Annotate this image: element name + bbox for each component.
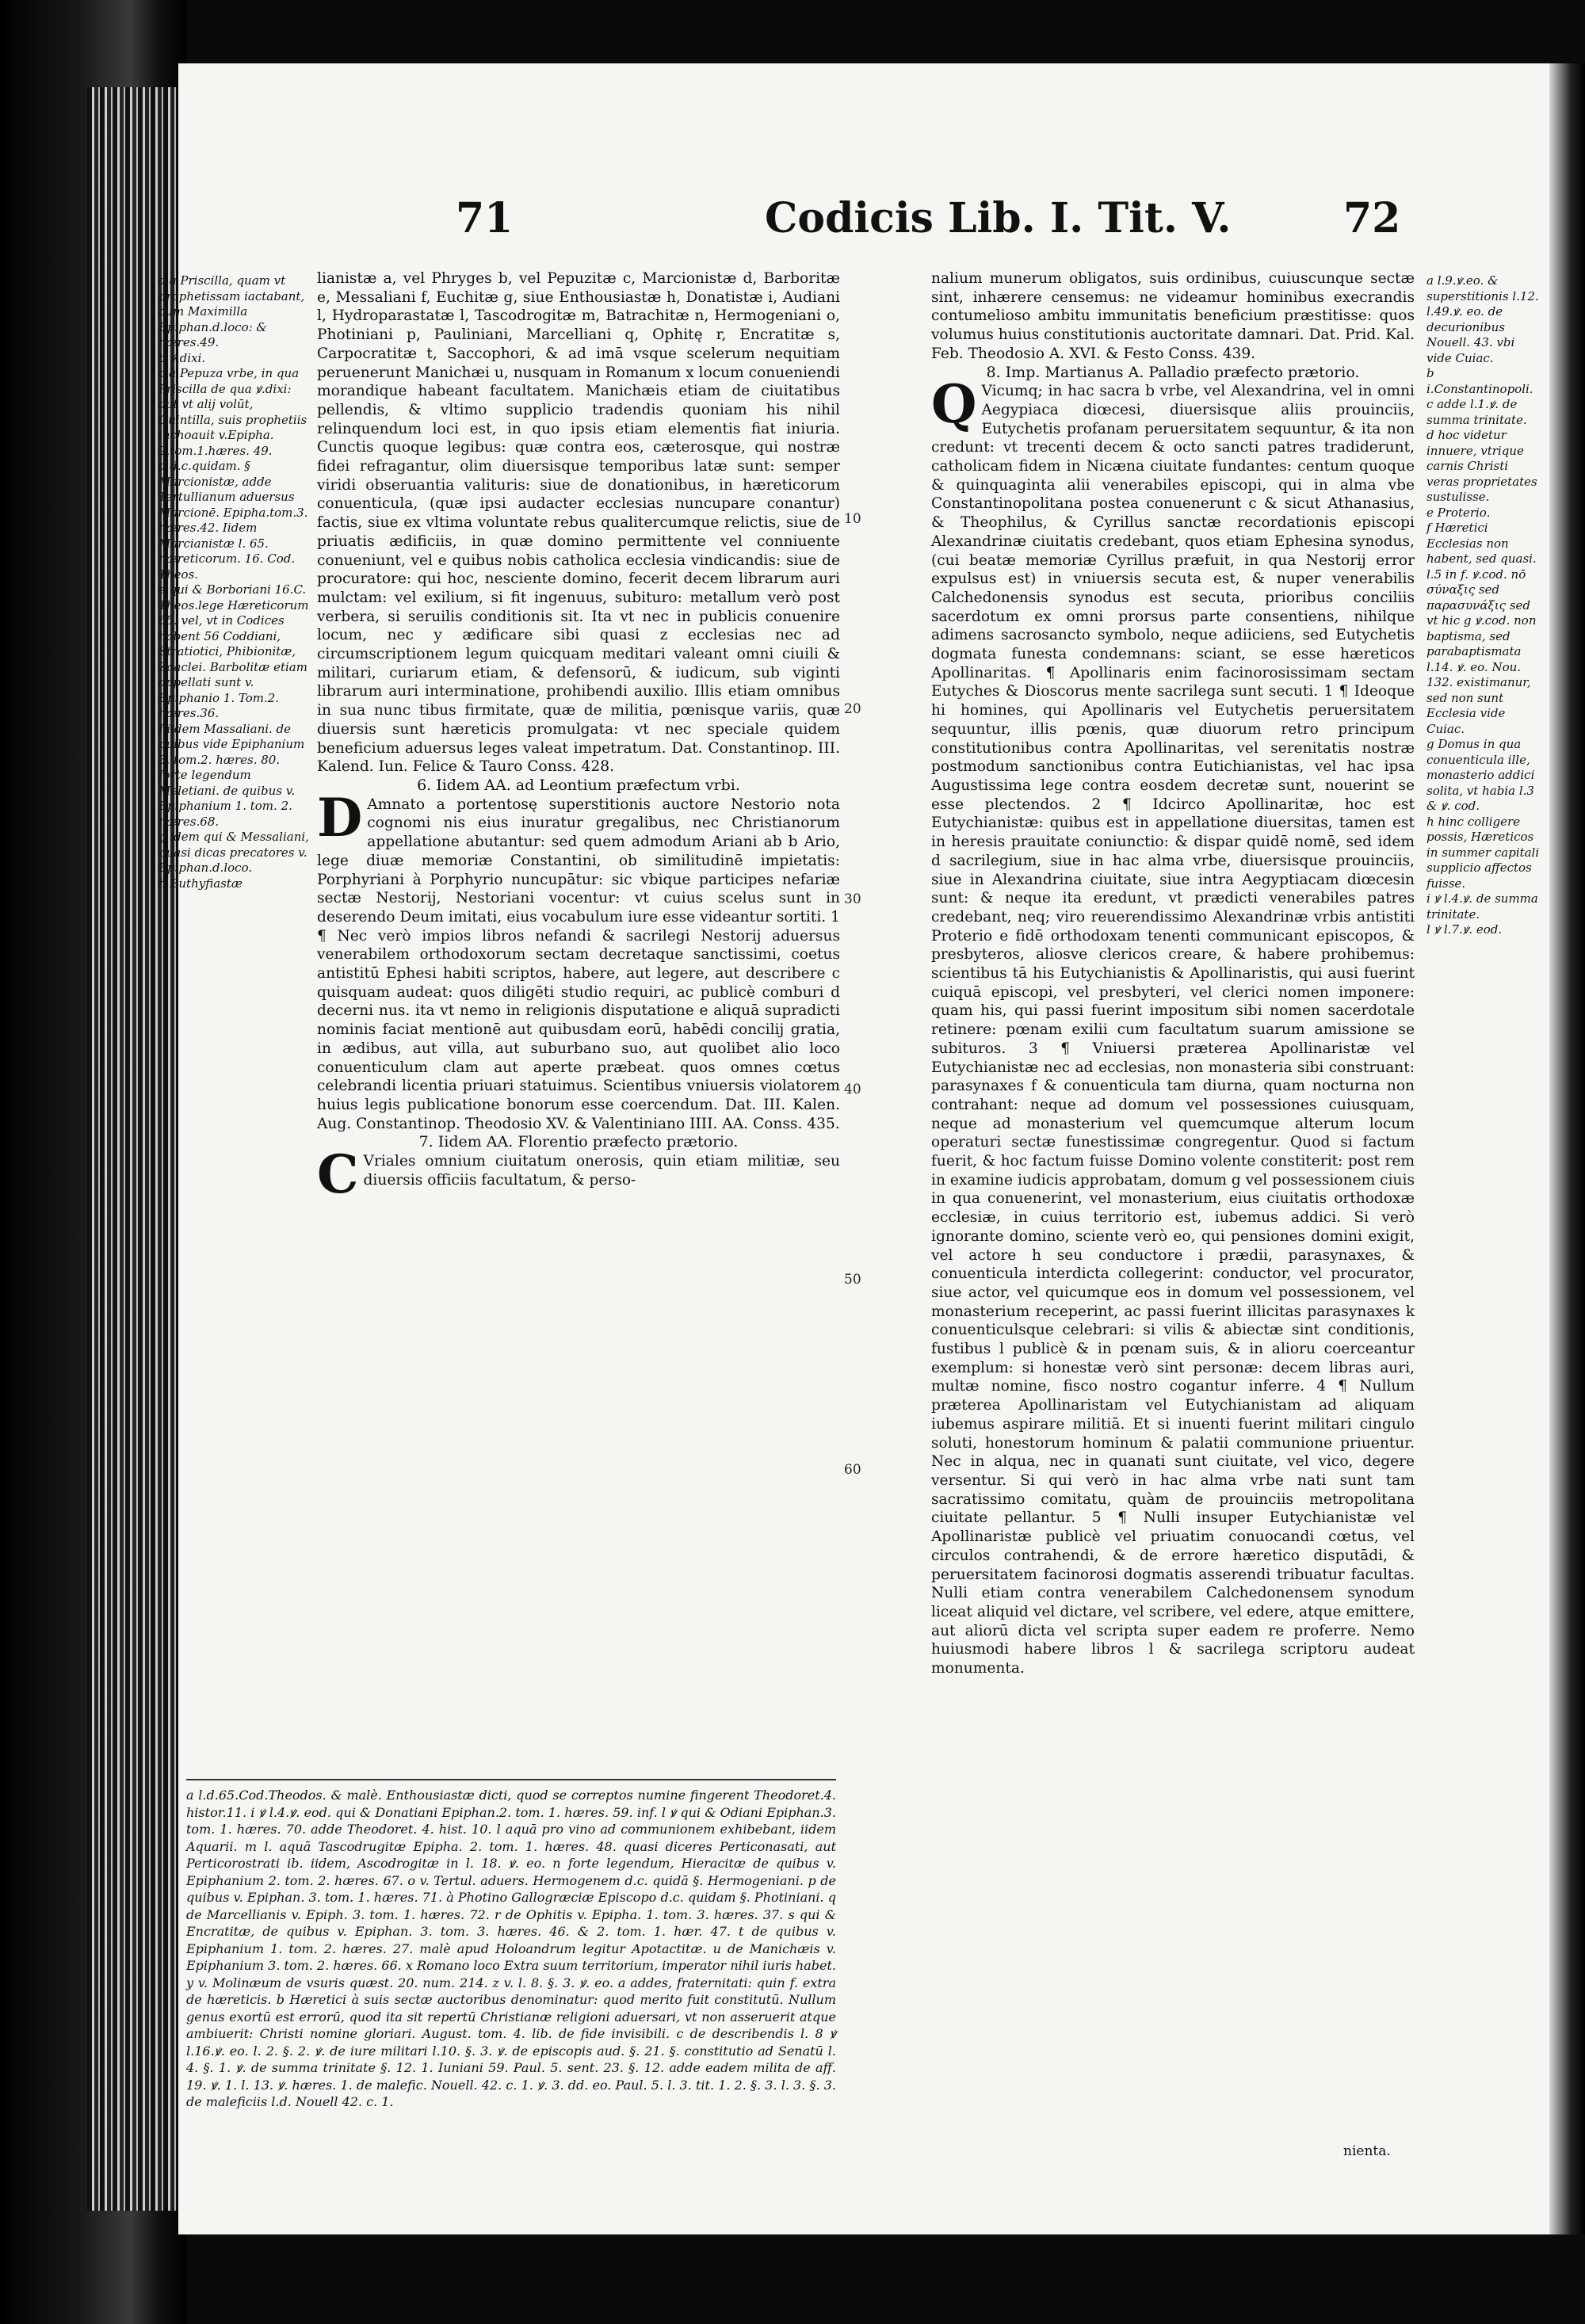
right-margin-note: a l.9.ꝟ.eo. & superstitionis l.12. l.49.ꝟ. eo. de decurionibus Nouell. 43. vbi vide Cuiac. [1426,273,1539,365]
right-page-edge [1549,63,1585,2234]
right-margin-note: b i.Constantinopoli. [1426,366,1533,396]
law-7-text: Vriales omnium ciuitatum onerosis, quin etiam militiæ, seu diuersis officiis facultatum, & perso- [363,1153,840,1189]
right-margin-note: e Proterio. [1426,505,1491,520]
left-margin-note: f iidem Massaliani. de quibus vide Epiphanium 3. tom.2. hæres. 80. forte legendum Meletiani. de quibus v. Epiphanium 1. tom. 2. hæres.68. [158,721,305,829]
right-margin-note: f Hæretici Ecclesias non habent, sed quasi. l.5 in f. ꝟ.cod. nō σύναξις sed παρασυνάξις sed vt hic g ꝟ.cod. non baptisma, sed parabaptismata l.14. ꝟ. eo. Nou. 132. existimanur, sed non sunt Ecclesia vide Cuiac. [1426,521,1537,736]
running-title: Codicis Lib. I. Tit. V. [765,194,1232,242]
right-margin-note: g Domus in qua conuenticula ille, monasterio addici solita, vt habia l.3 & ꝟ. cod. [1426,737,1535,813]
right-margin-note: h hinc colligere possis, Hæreticos in summer capitali supplicio affectos fuisse. [1426,814,1540,891]
left-margin-notes [158,273,309,891]
column-left [317,269,840,1206]
right-margin-note: l ꝟ l.7.ꝟ. eod. [1426,922,1503,937]
right-margin-note: d hoc videtur innuere, vtrique carnis Christi veras proprietates sustulisse. [1426,428,1537,504]
line-number: 50 [844,1272,861,1288]
left-column-continued-text: lianistæ a, vel Phryges b, vel Pepuzitæ c, Marcionistæ d, Barboritæ e, Messaliani f, Euchitæ g, siue Enthousiastæ h, Donatistæ i, Audiani l, Hydroparastatæ l, Tascodrogitæ m, Batrachitæ n, Hermogeniani o, Photiniani p, Pauliniani, Marcelliani q, Ophitę r, Encratitæ s, Carpocratitæ t, Saccophori, & ad imā vsque scelerum nequitiam peruenerunt Manichæi u, nusquam in Romanum x locum conueniendi morandique habeant facultatem. Manichæis etiam de ciuitatibus pellendis, & vltimo supplicio tradendis quoniam his nihil relinquendum loci est, in quo ipsis etiam elementis fiat iniuria. Cunctis quoque legibus: quæ contra eos, cæterosque, qui nostræ fidei refragantur, olim diuersisque temporibus latæ sunt: semper viridi obseruantia valituris: siue de donationibus, in hæreticorum conuenticula, (quæ ipsi audacter ecclesias nuncupare conantur) factis, siue ex vltima voluntate rebus qualitercumque relictis, siue de priuatis ædificiis, in quæ domino permittente vel conniuente conueniunt, vel e quibus nobis catholica ecclesia vindicandis: siue de procuratore: qui hoc, nesciente domino, fecerit decem librarum auri mulctam: vel exilium, si fit ingenuus, subituro: metallum verò post verbera, si seruilis conditionis sit. Ita vt nec in publicis conuenire locum, nec y ædificare sibi quasi z ecclesias nec ad circumscriptionem legum quicquam meditari valeant omni ciuili & militari, curiarum etiam, & defensorū, & iudicum, sub viginti librarum auri interminatione, prohibendi auxilio. Illis etiam omnibus in sua nunc tibus firmitate, quæ de militia, pœnisque variis, quæ diuersis sunt hæreticis promulgata: vt nec speciale quidem beneficium aduersus leges valeat impetratum. Dat. Constantinop. III. Kalend. Iun. Felice & Tauro Conss. 428. [317,270,840,776]
line-number: 60 [844,1462,861,1478]
left-margin-note: d d.c.quidam. § Marcionistæ, adde Tertullianum aduersus Marcionē. Epipha.tom.3. hæres.42. Iidem Marcianistæ l. 65. hæreticorum. 16. Cod. Theos. [158,459,308,582]
law-6-initial: D [317,786,363,849]
left-margin-note: a à Priscilla, quam vt prophetissam iactabant, cum Maximilla Epiphan.d.loco: & hæres.49. [158,273,305,349]
page-number-left: 71 [456,194,514,242]
line-number: 10 [844,511,861,527]
right-column-continued-text: nalium munerum obligatos, suis ordinibus, cuiuscunque sectæ sint, inhærere censemus: ne videamur hominibus execrandis contumelioso ambitu immunitatis beneficium præstitisse: quos volumus huius constitutionis auctoritate damnari. Dat. Prid. Kal. Feb. Theodosio A. XVI. & Festo Conss. 439. [931,270,1415,362]
law-8-heading: 8. Imp. Martianus A. Palladio præfecto prætorio. [986,363,1360,381]
law-8-text: Vicumq; in hac sacra b vrbe, vel Alexandrina, vel in omni Aegypiaca diœcesi, diuersisque aliis prouinciis, Eutychetis profanam peruersitatem sequuntur, & ita non credunt: vt trecenti decem & octo sancti patres tradiderunt, catholicam fidem in Nicæna ciuitate fundantes: centum quoque & quinquaginta alii venerabiles episcopi, qui in alma vbe Constantinopolitana postea conuenerunt c & sicut Athanasius, & Theophilus, & Cyrillus sanctæ recordationis episcopi Alexandrinæ ciuitatis credebant, quos etiam Ephesina synodus, (cui beatæ memoriæ Cyrillus præfuit, in qua Nestorij error expulsus est) in vniuersis secuta est, & nuper venerabilis Calchedonensis synodus est secuta, prioribus conciliis sacerdotum ex omni prorsus parte consentiens, nihilque adimens sacrosancto symbolo, neque adiiciens, sed Eutychetis dogmata funesta condemnans: sciant, se esse hæreticos Apollinaritas. ¶ Apollinaris enim facinorosissimam sectam Eutyches & Dioscorus mente sacrilega sunt secuti. 1 ¶ Ideoque hi homines, qui Apollinaris vel Eutychetis peruersitatem sequuntur, illis pœnis, quæ diuorum retro principum constitutionibus contra Apollinaritas, vel serenitatis nostræ postmodum sanctionibus contra Eutichianistas, vel hac ipsa Augustissima lege contra eosdem decretæ sunt, nouerint se esse plectendos. 2 ¶ Idcirco Apollinaritæ, hoc est Eutychianistæ: quibus est in appellatione diuersitas, tamen est in heresis prauitate coniunctio: & dispar quidē nomē, sed idem d sacrilegium, siue in hac alma vrbe, diuersisque prouinciis, siue in Alexandrina ciuitate, siue intra Aegyptiacam diœcesin sunt: & neque ita eredunt, vt prædicti venerabiles patres credebant, neq; viro reuerendissimo Alexandrinæ vrbis antistiti Proterio e fidē orthodoxam tenenti communicant episcopos, & presbyteros, aliosve clericos creare, & habere prohibemus: scientibus tā his Eutychianistis & Apollinaristis, qui ausi fuerint cuiquā episcopi, vel presbyteri, vel clerici nomen imponere: quam his, qui passi fuerint impositum sibi nomen sacerdotale retinere: pœnam exilii cum facultatum suarum amissione se subituros. 3 ¶ Vniuersi præterea Apollinaristæ vel Eutychianistæ nec ad ecclesias, non monasteria sibi construant: parasynaxes f & conuenticula tam diurna, quam nocturna non contrahant: neque ad domum vel possessiones cuiusquam, neque ad monasterium vel quemcumque alterum locum operaturi sectæ funestissimæ congregentur. Quod si factum fuerit, & hoc factum fuisse Domino volente constiterit: post rem in examine iudicis approbatam, domum g vel possessionem ciuis in qua conuenerint, vel monasterium, eius ciuitatis orthodoxæ ecclesiæ, in cuius territorio est, iubemus addici. Si verò ignorante domino, sciente verò eo, qui pensiones domini exigit, vel actore h seu conductore i prædii, parasynaxes, & conuenticula interdicta collegerint: conductor, vel procurator, siue actor, vel quicumque eos in domum vel possessionem, vel monasterium receperint, ac passi fuerint illicitas parasynaxes k conuenticulsque celebrari: si vilis & abiectæ sint conditionis, fustibus l publicè & in pœnam suis, & in alioru coerceantur exemplum: si honestæ verò sint personæ: decem libras auri, multæ nomine, fisco nostro cogantur inferre. 4 ¶ Nullum præterea Apollinaristam vel Eutychianistam ad aliquam iubemus aspirare militiā. Et si inuenti fuerint militari cingulo soluti, honestorum hominum & palatii communione priuentur. Nec in alqua, nec in quanati sunt ciuitate, vel vico, degere versentur. Si qui verò in hac alma vrbe nati sunt tam sacratissimo comitatu, quàm de prouinciis metropolitana ciuitate pellantur. 5 ¶ Nulli insuper Eutychianistæ vel Apollinaristæ publicè vel priuatim conuocandi cœtus, vel circulos contrahendi, & de errore hæretico disputādi, & peruersitatem facinorosi dogmatis asserendi tribuatur facultas. Nulli etiam contra venerabilem Calchedonensem synodum liceat aliquid vel dictare, vel scribere, vel edere, atque emittere, aut aliorū dicta vel scripta super eadem re proferre. Nemo huiusmodi habere libros l & sacrilega scriptoru audeat monumenta. [931,383,1415,1677]
left-margin-note: c à Pepuza vrbe, in qua Priscilla de qua ꝟ.dixi: aut vt alij volūt, Quintilla, suis prophetiis inchoauit v.Epipha. 2.tom.1.hæres. 49. [158,366,307,458]
page-number-right: 72 [1343,194,1401,242]
law-6-heading: 6. Iidem AA. ad Leontium præfectum vrbi. [417,776,740,794]
right-margin-notes [1426,273,1541,938]
left-margin-note: h Euthyfiastæ [158,876,243,891]
footnotes-block: a l.d.65.Cod.Theodos. & malè. Enthousiastæ dicti, quod se correptos numine fingerent Theodoret.4. histor.11. i ꝟ l.4.ꝟ. eod. qui & Donatiani Epiphan.2. tom. 1. hæres. 59. inf. l ꝟ qui & Odiani Epiphan.3. tom. 1. hæres. 70. adde Theodoret. 4. hist. 10. l aquā pro vino ad communionem exhibebant, iidem Aquarii. m l. aquā Tascodrugitæ Epipha. 2. tom. 1. hæres. 48. quasi diceres Perticonasati, aut Perticorostrati ib. iidem, Ascodrogitæ in l. 18. ꝟ. eo. n forte legendum, Hieracitæ de quibus v. Epiphanium 2. tom. 2. hæres. 67. o v. Tertul. aduers. Hermogenem d.c. quidā §. Hermogeniani. p de quibus v. Epiphan. 3. tom. 1. hæres. 71. à Photino Gallogræciæ Episcopo d.c. quidam §. Photiniani. q de Marcellianis v. Epiph. 3. tom. 1. hæres. 72. r de Ophitis v. Epipha. 1. tom. 3. hæres. 37. s qui & Encratitæ, de quibus v. Epiphan. 3. tom. 3. hæres. 46. & 2. tom. 1. hær. 47. t de quibus v. Epiphanium 1. tom. 2. hæres. 27. malè apud Holoandrum legitur Apotactitæ. u de Manichæis v. Epiphanium 3. tom. 2. hæres. 66. x Romano loco Extra suum territorium, imperator nihil iuris habet. y v. Molinæum de vsuris quæst. 20. num. 214. z v. l. 8. §. 3. ꝟ. eo. a addes, fraternitati: quin f. extra de hæreticis. b Hæretici à suis sectæ auctoribus denominatur: quod merito fuit constitutū. Nullum genus exortū est errorū, quod ita sit repertū Christianæ religioni aduersari, vt non asseruerit atque ambiuerit: Christi nomine gloriari. August. tom. 4. lib. de fide invisibili. c de describendis l. 8 ꝟ l.16.ꝟ. eo. l. 2. §. 2. ꝟ. de iure militari l.10. §. 3. ꝟ. de episcopis aud. §. 21. §. constitutio ad Senatū l. 4. §. 1. ꝟ. de summa trinitate §. 12. 1. Iuniani 59. Paul. 5. sent. 23. §. 12. adde eadem milita de aff. 19. ꝟ. 1. l. 13. ꝟ. hæres. 1. de malefic. Nouell. 42. c. 1. ꝟ. 3. dd. eo. Paul. 5. l. 3. tit. 1. 2. §. 3. l. 3. §. 3. de maleficiis l.d. Nouell 42. c. 1. [186,1788,836,2109]
law-7-heading: 7. Iidem AA. Florentio præfecto prætorio. [418,1133,739,1151]
left-margin-note: g idem qui & Messaliani, quasi dicas precatores v. Epiphan.d.loco. [158,830,309,875]
footnote-rule [186,1779,836,1780]
catchword: nienta. [1343,2143,1391,2159]
law-7-initial: C [317,1143,359,1206]
law-8-initial: Q [931,373,977,436]
line-number: 30 [844,891,861,907]
line-number: 20 [844,701,861,717]
right-margin-note: i ꝟ l.4.ꝟ. de summa trinitate. [1426,891,1538,922]
left-margin-note: e qui & Borboriani 16.C. Theos.lege Hæreticorum 65. vel, vt in Codices habent 56 Coddiani, Stratiotici, Phibionitæ, Zoaclei. Barbolitæ etiam appellati sunt v. Epiphanio 1. Tom.2. hæres.36. [158,582,309,720]
left-margin-note: b ꝟ.dixi. [158,350,206,365]
right-margin-note: c adde l.1.ꝟ. de summa trinitate. [1426,397,1527,427]
book-page [158,63,1549,2234]
law-6-text: Amnato a portentosę superstitionis auctore Nestorio nota cognomi nis eius inuratur gregalibus, nec Christianorum appellatione abutantur: sed quem admodum Ariani ab b Ario, lege diuæ memoriæ Constantini, ob similitudinē impietatis: Porphyriani à Porphyrio nuncupātur: sic vbique participes nefariæ sectæ Nestorij, Nestoriani vocentur: vt cuius scelus sunt in deserendo Deum imitati, eius vocabulum iure esse videantur sortiti. 1 ¶ Nec verò impios libros nefandi & sacrilegi Nestorij aduersus venerabilem orthodoxorum sectam decretaque sanctissimi, coetus antistitū Ephesi habiti scriptos, habere, aut legere, aut describere c quisquam audeat: quos diligēti studio requiri, ac publicè comburi d decerni nus. ita vt nemo in religionis disputatione e aliquā supradicti nominis faciat mentionē aut quibusdam eorū, habēdi concilij gratia, in ædibus, aut villa, aut suburbano suo, aut quolibet alio loco conuenticulum clam aut aperte præbeat. quos omnes cœtus celebrandi licentia priuari statuimus. Scientibus vniuersis violatorem huius legis publicatione bonorum esse coercendum. Dat. III. Kalen. Aug. Constantinop. Theodosio XV. & Valentiniano IIII. AA. Conss. 435. [317,796,840,1132]
running-header [178,194,1549,250]
column-right [931,269,1415,1678]
line-number: 40 [844,1082,861,1097]
